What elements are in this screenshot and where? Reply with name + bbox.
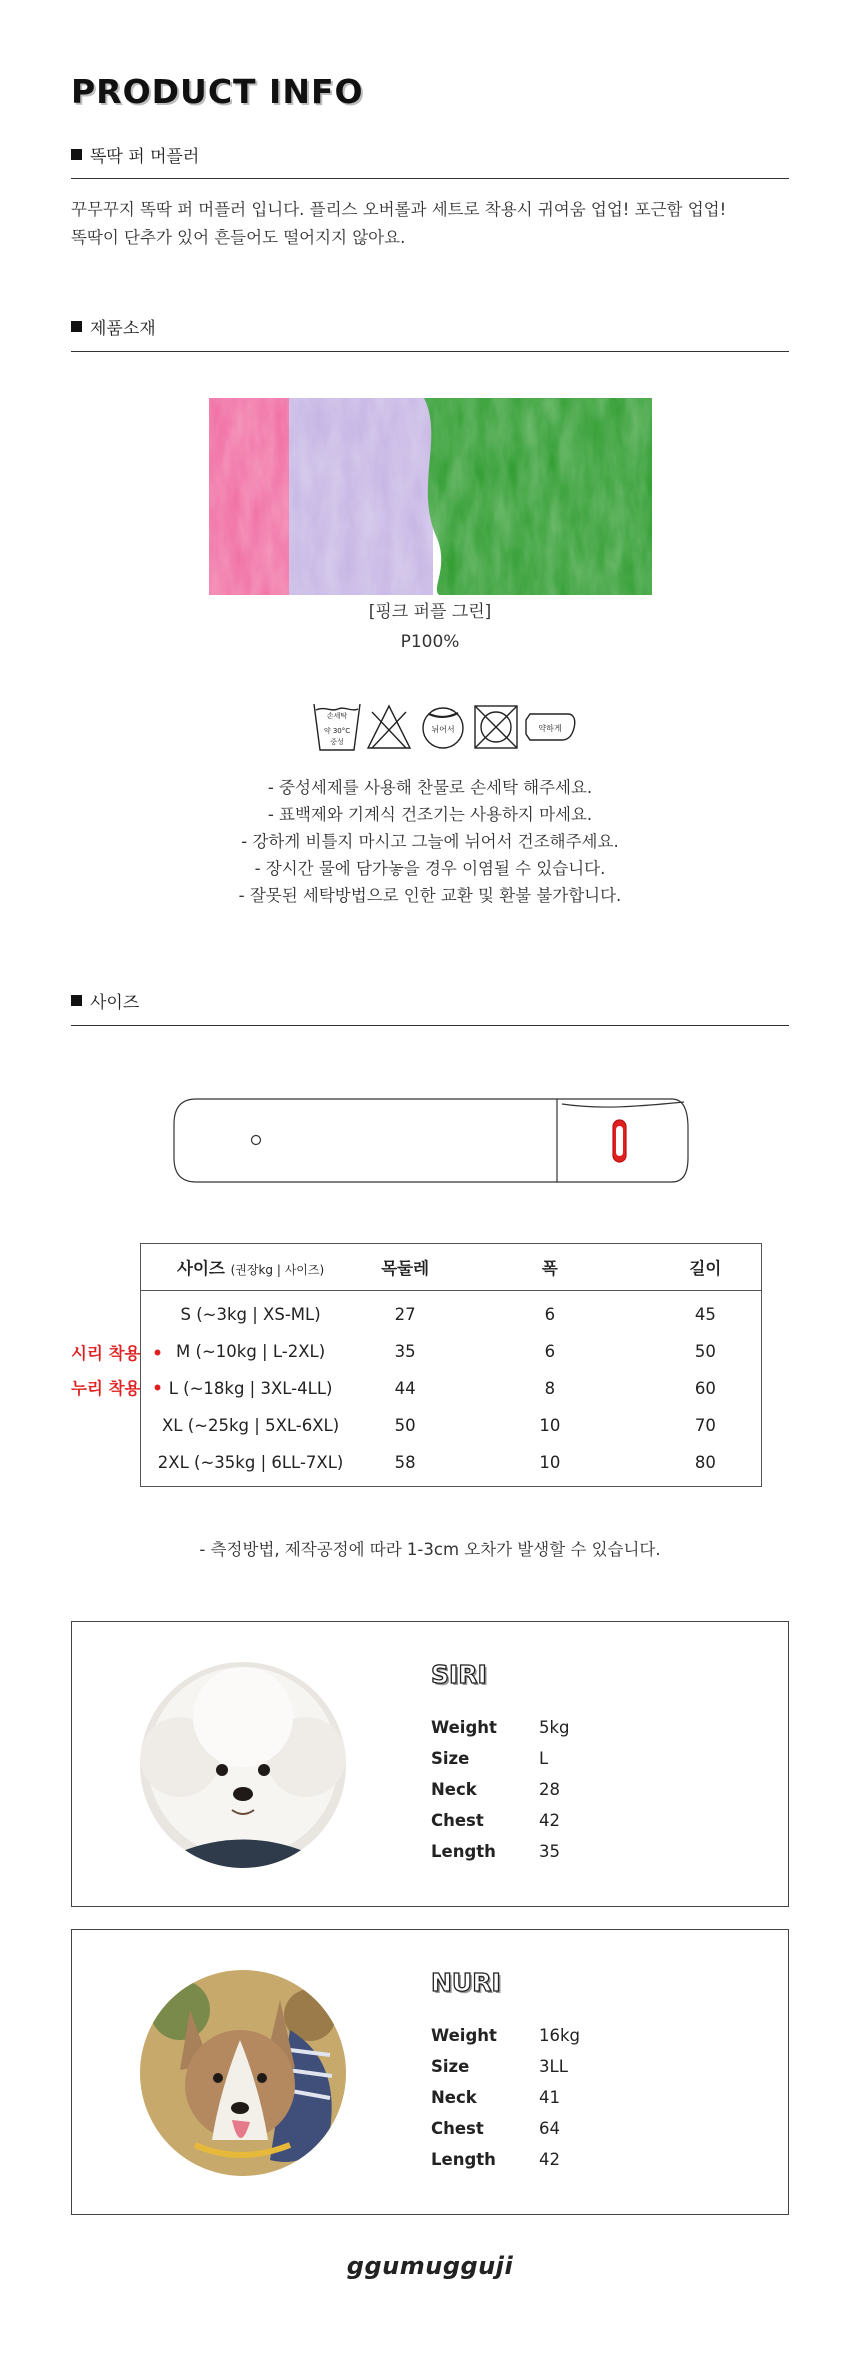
spec-row: Neck 28 bbox=[431, 1780, 560, 1799]
nuri-photo bbox=[140, 1970, 346, 2176]
column-header-size: 사이즈 (권장kg | 사이즈) bbox=[141, 1244, 361, 1291]
material-heading: 제품소재 bbox=[90, 319, 156, 339]
width-cell: 8 bbox=[544, 1379, 556, 1398]
divider bbox=[71, 1025, 789, 1026]
width-cell: 6 bbox=[544, 1305, 556, 1324]
scarf-diagram bbox=[172, 1098, 692, 1184]
table-row bbox=[141, 1444, 762, 1487]
line-dry-icon bbox=[423, 708, 463, 748]
model-card-nuri bbox=[71, 1929, 789, 2215]
neck-cell: 27 bbox=[394, 1305, 416, 1324]
size-cell: S (~3kg | XS-ML) bbox=[180, 1305, 321, 1324]
wear-text: 시리 착용 bbox=[71, 1344, 141, 1363]
description-line: 똑딱이 단추가 있어 흔들어도 떨어지지 않아요. bbox=[71, 228, 406, 247]
care-icons bbox=[312, 700, 577, 756]
material-colors: [핑크 퍼플 그린] bbox=[368, 602, 492, 622]
width-cell: 6 bbox=[544, 1342, 556, 1361]
spec-row: Weight 5kg bbox=[431, 1718, 570, 1737]
wear-marker-icon: • bbox=[152, 1344, 163, 1363]
length-cell: 50 bbox=[694, 1342, 716, 1361]
section-heading-product bbox=[71, 142, 199, 167]
length-cell: 60 bbox=[694, 1379, 716, 1398]
scarf-flap bbox=[562, 1102, 684, 1107]
iron-label: 약하게 bbox=[538, 724, 562, 733]
neck-cell: 35 bbox=[394, 1342, 416, 1361]
siri-photo bbox=[140, 1662, 346, 1868]
section-heading-size bbox=[71, 988, 139, 1013]
material-composition: P100% bbox=[400, 632, 460, 652]
width-cell: 10 bbox=[539, 1453, 561, 1472]
spec-row: Chest 64 bbox=[431, 2119, 560, 2138]
care-tip: - 강하게 비틀지 마시고 그늘에 뉘어서 건조해주세요. bbox=[241, 832, 619, 851]
length-cell: 80 bbox=[694, 1453, 716, 1472]
hand-wash-icon bbox=[314, 704, 360, 750]
care-instructions bbox=[0, 774, 860, 909]
care-tip: - 잘못된 세탁방법으로 인한 교환 및 환불 불가합니다. bbox=[238, 886, 622, 905]
size-cell: M (~10kg | L-2XL) bbox=[176, 1342, 326, 1361]
model-name: NURI bbox=[431, 1968, 501, 1997]
column-header-length: 길이 bbox=[650, 1244, 762, 1291]
neck-cell: 44 bbox=[394, 1379, 416, 1398]
wear-marker-icon: • bbox=[152, 1379, 163, 1398]
wear-text: 누리 착용 bbox=[71, 1379, 141, 1398]
length-cell: 70 bbox=[694, 1416, 716, 1435]
square-bullet-icon bbox=[71, 321, 82, 332]
divider bbox=[71, 178, 789, 179]
spec-row: Size 3LL bbox=[431, 2057, 568, 2076]
neck-cell: 58 bbox=[394, 1453, 416, 1472]
table-row bbox=[141, 1407, 762, 1444]
no-bleach-icon bbox=[368, 706, 410, 748]
spec-row: Length 35 bbox=[431, 1842, 560, 1861]
spec-row: Neck 41 bbox=[431, 2088, 560, 2107]
fabric-swatch-image bbox=[209, 398, 652, 595]
spec-row: Weight 16kg bbox=[431, 2026, 581, 2045]
spec-row: Length 42 bbox=[431, 2150, 560, 2169]
table-header-row bbox=[141, 1244, 762, 1291]
page-title: PRODUCT INFO bbox=[71, 72, 364, 111]
size-cell: L (~18kg | 3XL-4LL) bbox=[168, 1379, 333, 1398]
size-table bbox=[140, 1243, 762, 1487]
spec-row: Size L bbox=[431, 1749, 549, 1768]
table-row bbox=[141, 1291, 762, 1334]
table-row bbox=[141, 1333, 762, 1370]
model-card-siri bbox=[71, 1621, 789, 1907]
width-cell: 10 bbox=[539, 1416, 561, 1435]
product-description bbox=[71, 196, 726, 252]
column-header-neck: 목둘레 bbox=[360, 1244, 450, 1291]
brand-logo: ggumugguji bbox=[346, 2252, 514, 2280]
model-name: SIRI bbox=[431, 1660, 487, 1689]
description-line: 꾸무꾸지 똑딱 퍼 머플러 입니다. 플리스 오버롤과 세트로 착용시 귀여움 업업! 포근함 업업! bbox=[71, 200, 727, 219]
line-dry-label: 뉘어서 bbox=[431, 725, 455, 734]
care-tip: - 중성세제를 사용해 찬물로 손세탁 해주세요. bbox=[267, 778, 593, 797]
size-cell: 2XL (~35kg | 6LL-7XL) bbox=[157, 1453, 344, 1472]
care-tip: - 장시간 물에 담가놓을 경우 이염될 수 있습니다. bbox=[254, 859, 606, 878]
snap-button-icon bbox=[252, 1136, 261, 1145]
spec-row: Chest 42 bbox=[431, 1811, 560, 1830]
length-cell: 45 bbox=[694, 1305, 716, 1324]
divider bbox=[71, 351, 789, 352]
hand-wash-label-temp: 약 30°C bbox=[323, 727, 351, 735]
neck-cell: 50 bbox=[394, 1416, 416, 1435]
size-heading: 사이즈 bbox=[90, 993, 140, 1013]
iron-low-icon bbox=[526, 714, 575, 740]
no-tumble-dry-icon bbox=[475, 706, 517, 748]
care-tip: - 표백제와 기계식 건조기는 사용하지 마세요. bbox=[267, 805, 593, 824]
table-row bbox=[141, 1370, 762, 1407]
product-heading: 똑딱 퍼 머플러 bbox=[90, 147, 200, 167]
size-cell: XL (~25kg | 5XL-6XL) bbox=[162, 1416, 340, 1435]
square-bullet-icon bbox=[71, 149, 82, 160]
measurement-note: - 측정방법, 제작공정에 따라 1-3cm 오차가 발생할 수 있습니다. bbox=[199, 1540, 661, 1559]
square-bullet-icon bbox=[71, 995, 82, 1006]
hand-wash-label-bottom: 중성 bbox=[330, 738, 344, 746]
column-header-width: 폭 bbox=[450, 1244, 650, 1291]
hand-wash-label-top: 손세탁 bbox=[326, 712, 348, 720]
section-heading-material bbox=[71, 314, 156, 339]
